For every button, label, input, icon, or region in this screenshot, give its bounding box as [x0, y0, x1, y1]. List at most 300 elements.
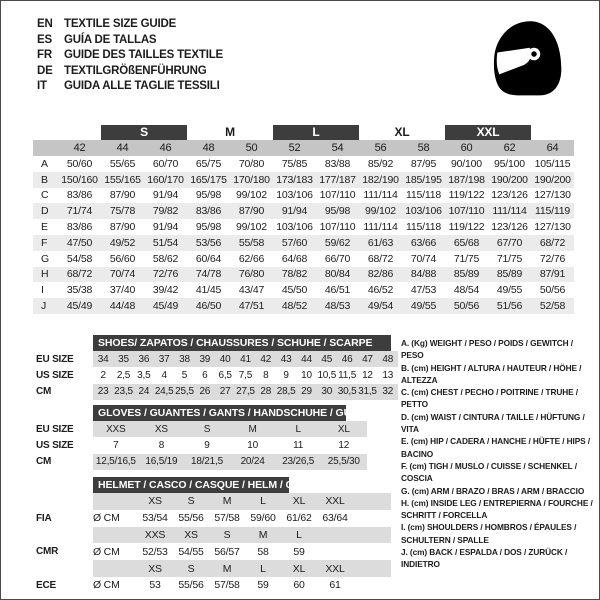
value-cell: 27,5 [236, 386, 255, 398]
size-column-header: 46 [159, 142, 172, 154]
measurement-value: 87/90 [109, 221, 136, 234]
size-cell: XS [148, 562, 162, 575]
measurement-value: 70/80 [238, 157, 265, 170]
helmet-size-row [36, 527, 391, 544]
value-cell: 54/55 [178, 545, 204, 558]
legend-item: G. (cm) ARM / BRAZO / BRAS / ARM / BRACCIO [401, 485, 585, 496]
value-cell: 10,5 [317, 369, 337, 381]
measurement-value: 85/92 [367, 157, 394, 170]
measurement-value: 50/56 [539, 284, 566, 297]
measurement-value: 170/180 [233, 173, 270, 186]
measurement-value: 68/72 [539, 236, 566, 249]
measurement-row-label: D [41, 205, 49, 218]
standard-label-cmr: CMR [36, 546, 59, 558]
language-row [37, 64, 223, 80]
language-row [37, 17, 223, 33]
table-row [36, 421, 367, 437]
row-band [93, 437, 367, 453]
legend-item: B. (cm) HEIGHT / ALTURA / HAUTEUR / HÖHE / ALTEZZA [401, 362, 582, 385]
measurement-value: 71/75 [496, 252, 523, 265]
measurement-value: 95/98 [195, 221, 222, 234]
measurement-value: 60/64 [195, 252, 222, 265]
measurement-value: 103/106 [405, 205, 442, 218]
size-cell: XS [184, 528, 198, 541]
measurement-value: 119/122 [448, 189, 485, 202]
measurement-value: 111/114 [363, 221, 398, 234]
measurement-value: 50/60 [66, 157, 93, 170]
value-cell: 23/26,5 [282, 456, 315, 468]
measurement-row-e [33, 219, 574, 235]
measurement-value: 83/86 [195, 205, 222, 218]
size-cell: XL [292, 495, 306, 508]
value-cell: 36 [138, 353, 150, 365]
standard-label-ece: ECE [36, 579, 56, 591]
measurement-value: 44/48 [109, 300, 136, 313]
measurement-value: 95/98 [324, 205, 351, 218]
measurement-value: 107/110 [319, 221, 356, 234]
language-row [37, 48, 223, 64]
row-band [93, 527, 391, 544]
size-column-header: 52 [288, 142, 301, 154]
measurement-value: 58/62 [152, 252, 179, 265]
table-row [36, 384, 398, 400]
value-cell: XL [337, 423, 350, 435]
measurement-value: 115/118 [406, 189, 441, 202]
value-cell: 57/58 [214, 512, 240, 525]
value-cell: 44 [301, 353, 312, 365]
measurement-value: 57/60 [281, 236, 308, 249]
measurement-value: 56/60 [109, 252, 136, 265]
measurement-value: 64/68 [281, 252, 308, 265]
table-row [36, 351, 398, 367]
value-cell: 31,5 [358, 386, 377, 398]
value-cell: 28,5 [276, 386, 296, 398]
measurement-value: 150/160 [61, 173, 98, 186]
measurement-value: 74/78 [195, 268, 222, 281]
language-code: IT [37, 80, 47, 92]
measurement-value: 60/70 [152, 157, 179, 170]
language-row [37, 33, 223, 49]
measurement-value: 127/130 [534, 221, 571, 234]
measurement-value: 45/49 [152, 300, 179, 313]
measurement-value: 160/170 [147, 173, 184, 186]
measurement-value: 41/45 [195, 284, 222, 297]
measurement-value: 47/51 [238, 300, 265, 313]
gloves-table-title: GLOVES / GUANTES / GANTS / HANDSCHUHE / GUANTI [93, 405, 346, 421]
measurement-value: 75/78 [109, 205, 136, 218]
size-group-label-xxl: XXL [445, 125, 531, 140]
value-cell: S [203, 423, 211, 435]
value-cell: 52/53 [142, 545, 168, 558]
measurement-row-f [33, 235, 574, 251]
value-cell: 24,5 [154, 386, 174, 398]
table-row [36, 437, 367, 453]
size-group-label-s: S [101, 125, 187, 140]
measurement-value: 62/66 [238, 252, 265, 265]
measurement-value: 85/89 [496, 268, 523, 281]
shoes-table-rows [36, 351, 398, 400]
row-label: US SIZE [36, 369, 74, 381]
value-cell: 42 [260, 353, 272, 365]
value-cell: 46 [341, 353, 353, 365]
measurement-value: 63/66 [410, 236, 437, 249]
measurement-value: 80/84 [324, 268, 351, 281]
measurement-value: 123/126 [491, 221, 528, 234]
measurement-value: 173/183 [276, 173, 313, 186]
language-title: TEXTILGRÖßENFÜHRUNG [64, 64, 207, 77]
size-group-label-m: M [225, 125, 235, 139]
measurement-value: 103/106 [276, 189, 313, 202]
measurement-value: 54/58 [66, 252, 93, 265]
legend-item: E. (cm) HIP / CADERA / HANCHE / HÜFTE / HIPS / BACINO [401, 436, 591, 459]
measurement-value: 107/110 [319, 189, 356, 202]
measurement-value: 51/54 [152, 236, 179, 249]
row-label: CM [36, 456, 52, 468]
measurement-row-d [33, 203, 574, 219]
size-cell: M [258, 528, 268, 541]
measurement-value: 55/58 [238, 236, 265, 249]
row-band [93, 421, 367, 437]
value-cell: 30 [321, 386, 333, 398]
measurement-row-i [33, 282, 574, 298]
value-cell: 55/56 [178, 512, 204, 525]
shoes-table [36, 335, 398, 400]
row-band [93, 560, 391, 577]
legend-item: H. (cm) INSIDE LEG / ENTREPIERNA / FOURCHE / SCHRITT / FORCELLA [401, 497, 593, 521]
measurement-row-h [33, 267, 574, 283]
measurement-value: 155/165 [104, 173, 141, 186]
measurement-value: 182/190 [362, 173, 399, 186]
measurement-value: 85/89 [453, 268, 480, 281]
legend-item: C. (cm) CHEST / PECHO / POITRINE / TRUHE / PETTO [401, 387, 578, 410]
measurement-value: 91/94 [152, 189, 179, 202]
measurement-value: 46/51 [324, 284, 351, 297]
measurement-row-b [33, 172, 574, 188]
value-cell: 12 [362, 369, 373, 381]
row-band [93, 367, 398, 383]
value-cell: 13 [382, 369, 394, 381]
textile-size-table [33, 124, 574, 314]
value-cell: 48 [382, 353, 394, 365]
helmet-value-row [36, 510, 391, 527]
value-cell: 4 [161, 369, 167, 381]
size-column-header: 48 [202, 142, 215, 154]
value-cell: 10 [301, 369, 312, 381]
size-cell: S [223, 528, 231, 541]
helmet-table-title: HELMET / CASCO / CASQUE / HELM / CASCO [93, 477, 289, 493]
value-cell: 25,5 [175, 386, 194, 398]
value-cell: 23 [97, 386, 109, 398]
measurement-row-label: F [41, 236, 48, 249]
value-cell: 61/62 [286, 512, 312, 525]
language-title: TEXTILE SIZE GUIDE [64, 18, 177, 30]
value-cell: 61 [329, 579, 341, 592]
measurement-value: 48/52 [281, 300, 308, 313]
measurement-row-label: I [41, 284, 44, 297]
measurement-value: 48/53 [324, 300, 351, 313]
measurement-row-label: E [41, 221, 48, 234]
row-band [93, 384, 398, 400]
measurement-value: 59/62 [324, 236, 351, 249]
value-cell: 45 [321, 353, 333, 365]
language-title: GUIDA ALLE TAGLIE TESSILI [64, 80, 220, 92]
measurement-value: 103/106 [276, 221, 313, 234]
measurement-value: 70/74 [109, 268, 136, 281]
value-cell: 55/56 [178, 579, 204, 592]
value-cell: 32 [382, 386, 394, 398]
language-code: FR [37, 49, 52, 61]
measurement-value: 49/52 [109, 236, 136, 249]
measurement-value: 72/76 [539, 252, 566, 265]
value-cell: 41 [240, 353, 251, 365]
value-cell: 7 [113, 439, 119, 451]
standard-label-fia: FIA [36, 512, 52, 524]
measurement-value: 71/75 [453, 252, 480, 265]
row-label: EU SIZE [36, 423, 74, 435]
row-band [93, 493, 391, 510]
measurement-row-c [33, 188, 574, 204]
value-cell: 47 [362, 353, 373, 365]
measurement-value: 48/54 [453, 284, 480, 297]
helmet-table [36, 477, 391, 594]
value-cell: 8 [263, 369, 269, 381]
measurement-value: 67/70 [496, 236, 523, 249]
value-cell: 6 [202, 369, 208, 381]
measurement-value: 70/74 [410, 252, 437, 265]
value-cell: 59/60 [250, 512, 276, 525]
language-code: EN [37, 18, 53, 30]
language-code: ES [37, 33, 52, 46]
measurement-value: 190/200 [534, 173, 571, 186]
value-cell: 9 [204, 439, 210, 451]
measurement-value: 105/115 [534, 157, 571, 170]
size-column-header: 44 [116, 142, 129, 154]
value-cell: 3,5 [137, 369, 151, 381]
row-label: EU SIZE [36, 353, 74, 365]
helmet-icon [488, 13, 566, 106]
measurement-value: 55/65 [109, 157, 136, 170]
measurement-value: 177/187 [319, 173, 356, 186]
value-cell: 30,5 [337, 386, 357, 398]
size-cell: M [222, 562, 232, 575]
value-cell: 25,5/30 [327, 456, 360, 468]
value-cell: 39 [199, 353, 211, 365]
measurement-value: 111/114 [363, 189, 398, 202]
measurement-value: 79/82 [152, 205, 179, 218]
helmet-table-rows [36, 493, 391, 594]
measurement-value: 127/130 [534, 189, 571, 202]
measurement-value: 75/85 [281, 157, 308, 170]
measurement-value: 39/42 [152, 284, 179, 297]
size-group-header-row [33, 124, 574, 140]
value-cell: 53/54 [142, 512, 168, 525]
legend-list [401, 337, 595, 571]
measurement-value: 52/58 [539, 300, 566, 313]
measurement-value: 43/47 [238, 284, 265, 297]
size-cell: XXL [325, 495, 345, 508]
unit-label: Ø CM [93, 545, 120, 558]
size-column-header: 62 [503, 142, 516, 154]
measurement-value: 190/200 [491, 173, 528, 186]
row-band [93, 510, 391, 527]
value-cell: 37 [158, 353, 170, 365]
measurement-row-label: J [41, 300, 47, 313]
measurement-value: 65/75 [195, 157, 222, 170]
helmet-value-row [36, 577, 391, 594]
value-cell: 58 [257, 545, 269, 558]
measurement-value: 46/50 [195, 300, 222, 313]
value-cell: 2,5 [116, 369, 131, 381]
measurement-row-label: G [41, 252, 49, 265]
value-cell: 59 [293, 545, 305, 558]
value-cell: 24 [138, 386, 150, 398]
measurement-row-j [33, 298, 574, 314]
value-cell: 43 [280, 353, 292, 365]
measurement-value: 83/86 [66, 221, 93, 234]
size-column-header: 60 [460, 142, 473, 154]
measurement-value: 187/198 [448, 173, 485, 186]
size-group-label-l: L [273, 125, 359, 140]
measurement-value: 87/90 [109, 189, 136, 202]
value-cell: 11 [293, 439, 304, 451]
size-column-header: 54 [331, 142, 344, 154]
value-cell: 35 [118, 353, 129, 365]
value-cell: 57/58 [214, 579, 240, 592]
legend-item: I. (cm) SHOULDERS / HOMBROS / ÉPAULES / SCHULTERN / SPALLE [401, 522, 577, 545]
measurement-value: 107/110 [448, 205, 485, 218]
shoes-table-title: SHOES/ ZAPATOS / CHAUSSURES / SCHUHE / SCARPE [93, 335, 391, 351]
measurement-value: 115/119 [535, 205, 570, 218]
table-row [36, 367, 398, 383]
measurement-value: 99/102 [365, 205, 396, 218]
value-cell: 5 [181, 369, 188, 381]
measurement-value: 45/49 [66, 300, 93, 313]
measurement-value: 50/56 [453, 300, 480, 313]
legend-item: D. (cm) WAIST / CINTURA / TAILLE / HÜFTUNG / VITA [401, 411, 585, 435]
language-row [37, 79, 223, 95]
helmet-value-row [36, 543, 391, 560]
row-band [93, 351, 398, 367]
measurement-value: 87/91 [539, 268, 566, 281]
measurement-value: 49/55 [410, 300, 437, 313]
value-cell: 9 [283, 369, 289, 381]
measurement-row-label: A [41, 157, 48, 170]
size-column-header: 50 [245, 142, 258, 154]
table-row [36, 454, 367, 470]
size-cell: XXL [325, 562, 345, 575]
row-band [93, 543, 391, 560]
measurement-row-a [33, 156, 574, 172]
measurement-value: 72/76 [152, 268, 179, 281]
size-cell: L [260, 562, 266, 575]
measurement-value: 49/55 [496, 284, 523, 297]
measurement-value: 99/102 [236, 221, 267, 234]
unit-label: Ø CM [93, 579, 120, 592]
row-band [93, 577, 391, 594]
measurement-value: 91/94 [152, 221, 179, 234]
measurement-row-g [33, 251, 574, 267]
size-cell: XS [148, 495, 162, 508]
language-title: GUÍA DE TALLAS [64, 33, 157, 46]
size-column-header: 64 [546, 142, 559, 154]
measurement-value: 95/98 [195, 189, 222, 202]
measurement-value: 185/195 [405, 173, 442, 186]
measurement-value: 53/56 [195, 236, 222, 249]
measurement-row-label: B [41, 173, 48, 186]
size-cell: XL [292, 562, 306, 575]
measurement-value: 84/88 [410, 268, 437, 281]
size-cell: M [222, 495, 232, 508]
value-cell: 34 [97, 353, 109, 365]
size-group-label-xl: XL [394, 125, 410, 139]
measurement-value: 71/74 [66, 205, 93, 218]
value-cell: 60 [293, 579, 305, 592]
value-cell: XXS [106, 423, 126, 435]
value-cell: 40 [219, 353, 231, 365]
value-cell: 18/21,5 [191, 456, 223, 468]
size-cell: S [187, 495, 195, 508]
measurement-value: 68/72 [367, 252, 394, 265]
value-cell: 26 [199, 386, 211, 398]
value-cell: 38 [179, 353, 190, 365]
language-title: GUIDE DES TAILLES TEXTILE [64, 49, 223, 61]
value-cell: 56/57 [214, 545, 240, 558]
measurement-value: 123/126 [491, 189, 528, 202]
numeric-size-header-row [33, 140, 574, 156]
measurement-value: 78/82 [281, 268, 308, 281]
value-cell: 16,5/19 [145, 456, 178, 468]
size-cell: L [296, 528, 302, 541]
gloves-table [36, 405, 376, 470]
value-cell: XS [154, 423, 168, 435]
measurement-value: 83/88 [324, 157, 351, 170]
measurement-value: 35/38 [66, 284, 93, 297]
measurement-value: 37/40 [109, 284, 136, 297]
measurement-value: 51/56 [496, 300, 523, 313]
measurement-row-label: C [41, 189, 49, 202]
measurement-value: 87/95 [410, 157, 437, 170]
unit-label: Ø CM [93, 512, 120, 525]
measurement-value: 119/122 [448, 221, 485, 234]
legend-item: A. (Kg) WEIGHT / PESO / POIDS / GEWITCH / PESO [401, 338, 573, 361]
value-cell: 53 [149, 579, 161, 592]
helmet-size-row [36, 560, 391, 577]
legend-item: J. (cm) BACK / ESPALDA / DOS / ZURÜCK / INDIETRO [401, 547, 568, 570]
value-cell: L [295, 423, 301, 435]
language-list [37, 17, 223, 95]
value-cell: M [248, 423, 257, 435]
measurement-value: 99/102 [236, 189, 267, 202]
size-cell: XXS [144, 528, 166, 541]
language-code: DE [37, 64, 53, 77]
measurement-value: 68/72 [66, 268, 93, 281]
value-cell: 27 [219, 386, 231, 398]
measurement-value: 83/86 [66, 189, 93, 202]
measurement-value: 45/50 [281, 284, 308, 297]
value-cell: 8 [158, 439, 165, 451]
value-cell: 28 [260, 386, 272, 398]
measurement-row-label: H [41, 268, 49, 281]
gloves-table-rows [36, 421, 367, 470]
measurement-value: 90/100 [451, 157, 482, 170]
value-cell: 10 [247, 439, 258, 451]
row-label: CM [36, 386, 52, 398]
value-cell: 6,5 [218, 369, 232, 381]
value-cell: 29 [301, 386, 312, 398]
measurement-value: 165/175 [190, 173, 227, 186]
measurement-value: 76/80 [238, 268, 265, 281]
measurement-value: 65/68 [453, 236, 480, 249]
